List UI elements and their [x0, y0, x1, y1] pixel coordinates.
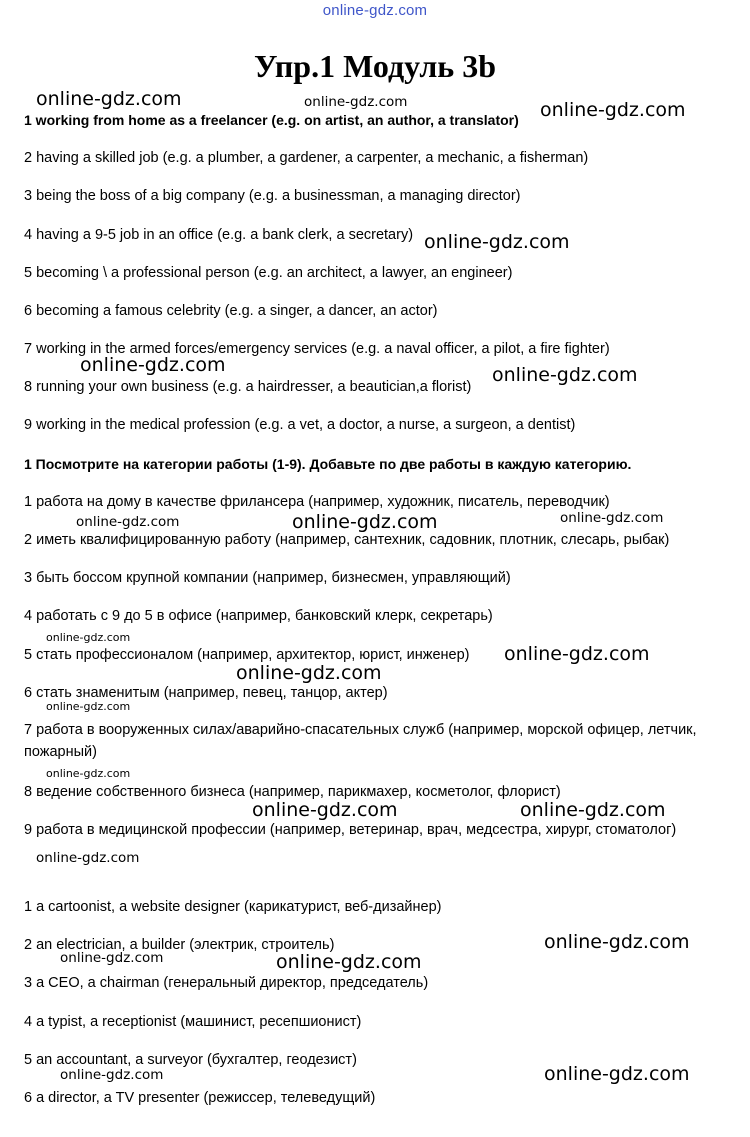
russian-line-3: 3 быть боссом крупной компании (например, бизнесмен, управляющий) — [24, 570, 511, 586]
watermark: online-gdz.com — [46, 700, 131, 713]
watermark: online-gdz.com — [46, 631, 131, 644]
russian-line-4: 4 работать с 9 до 5 в офисе (например, банковский клерк, секретарь) — [24, 608, 493, 624]
task-heading: 1 Посмотрите на категории работы (1-9). Добавьте по две работы в каждую категорию. — [24, 456, 632, 472]
russian-line-9: 9 работа в медицинской профессии (например, ветеринар, врач, медсестра, хирург, стоматолог) — [24, 822, 677, 838]
watermark: online-gdz.com — [492, 364, 638, 386]
watermark: online-gdz.com — [504, 643, 650, 665]
answer-line-4: 4 a typist, a receptionist (машинист, ресепшионист) — [24, 1014, 362, 1030]
site-header-watermark: online-gdz.com — [322, 2, 428, 19]
answer-line-1: 1 a cartoonist, a website designer (карикатурист, веб-дизайнер) — [24, 899, 442, 915]
watermark: online-gdz.com — [80, 354, 226, 376]
english-line-7: 7 working in the armed forces/emergency services (e.g. a naval officer, a pilot, a fire fighter) — [24, 341, 610, 357]
english-line-4: 4 having a 9-5 job in an office (e.g. a bank clerk, a secretary) — [24, 227, 414, 243]
english-line-6: 6 becoming a famous celebrity (e.g. a singer, a dancer, an actor) — [24, 303, 438, 319]
english-line-1: 1 working from home as a freelancer (e.g. on artist, an author, a translator) — [24, 112, 519, 128]
english-line-3: 3 being the boss of a big company (e.g. a businessman, a managing director) — [24, 188, 521, 204]
russian-line-2: 2 иметь квалифицированную работу (например, сантехник, садовник, плотник, слесарь, рыбак) — [24, 532, 670, 548]
watermark: online-gdz.com — [304, 94, 408, 110]
watermark: online-gdz.com — [560, 510, 664, 526]
answer-line-6: 6 a director, a TV presenter (режиссер, телеведущий) — [24, 1090, 376, 1106]
english-line-9: 9 working in the medical profession (e.g. a vet, a doctor, a nurse, a surgeon, a dentist) — [24, 417, 576, 433]
watermark: online-gdz.com — [36, 88, 182, 110]
watermark: online-gdz.com — [544, 1063, 690, 1085]
watermark: online-gdz.com — [292, 511, 438, 533]
english-line-8: 8 running your own business (e.g. a hairdresser, a beautician,a florist) — [24, 379, 472, 395]
russian-line-8: 8 ведение собственного бизнеса (например, парикмахер, косметолог, флорист) — [24, 784, 561, 800]
russian-line-1: 1 работа на дому в качестве фрилансера (например, художник, писатель, переводчик) — [24, 494, 610, 510]
english-line-5: 5 becoming \ a professional person (e.g. an architect, a lawyer, an engineer) — [24, 265, 513, 281]
answer-line-3: 3 a CEO, a chairman (генеральный директор, председатель) — [24, 975, 429, 991]
watermark: online-gdz.com — [252, 799, 398, 821]
russian-line-6: 6 стать знаменитым (например, певец, танцор, актер) — [24, 685, 388, 701]
page-title: Упр.1 Модуль 3b — [253, 48, 496, 84]
watermark: online-gdz.com — [60, 1067, 164, 1083]
answer-line-5: 5 an accountant, a surveyor (бухгалтер, геодезист) — [24, 1052, 357, 1068]
answer-line-2: 2 an electrician, a builder (электрик, строитель) — [24, 937, 335, 953]
russian-line-5: 5 стать профессионалом (например, архитектор, юрист, инженер) — [24, 647, 470, 663]
watermark: online-gdz.com — [236, 662, 382, 684]
watermark: online-gdz.com — [276, 951, 422, 973]
watermark: online-gdz.com — [76, 514, 180, 530]
watermark: online-gdz.com — [520, 799, 666, 821]
english-line-2: 2 having a skilled job (e.g. a plumber, a gardener, a carpenter, a mechanic, a fisherman) — [24, 150, 589, 166]
watermark: online-gdz.com — [544, 931, 690, 953]
watermark: online-gdz.com — [46, 767, 131, 780]
watermark: online-gdz.com — [540, 99, 686, 121]
watermark: online-gdz.com — [60, 950, 164, 966]
russian-line-7: 7 работа в вооруженных силах/аварийно-спасательных служб (например, морской офицер, летчик, пожарный) — [24, 722, 697, 760]
watermark: online-gdz.com — [36, 850, 140, 866]
watermark: online-gdz.com — [424, 231, 570, 253]
